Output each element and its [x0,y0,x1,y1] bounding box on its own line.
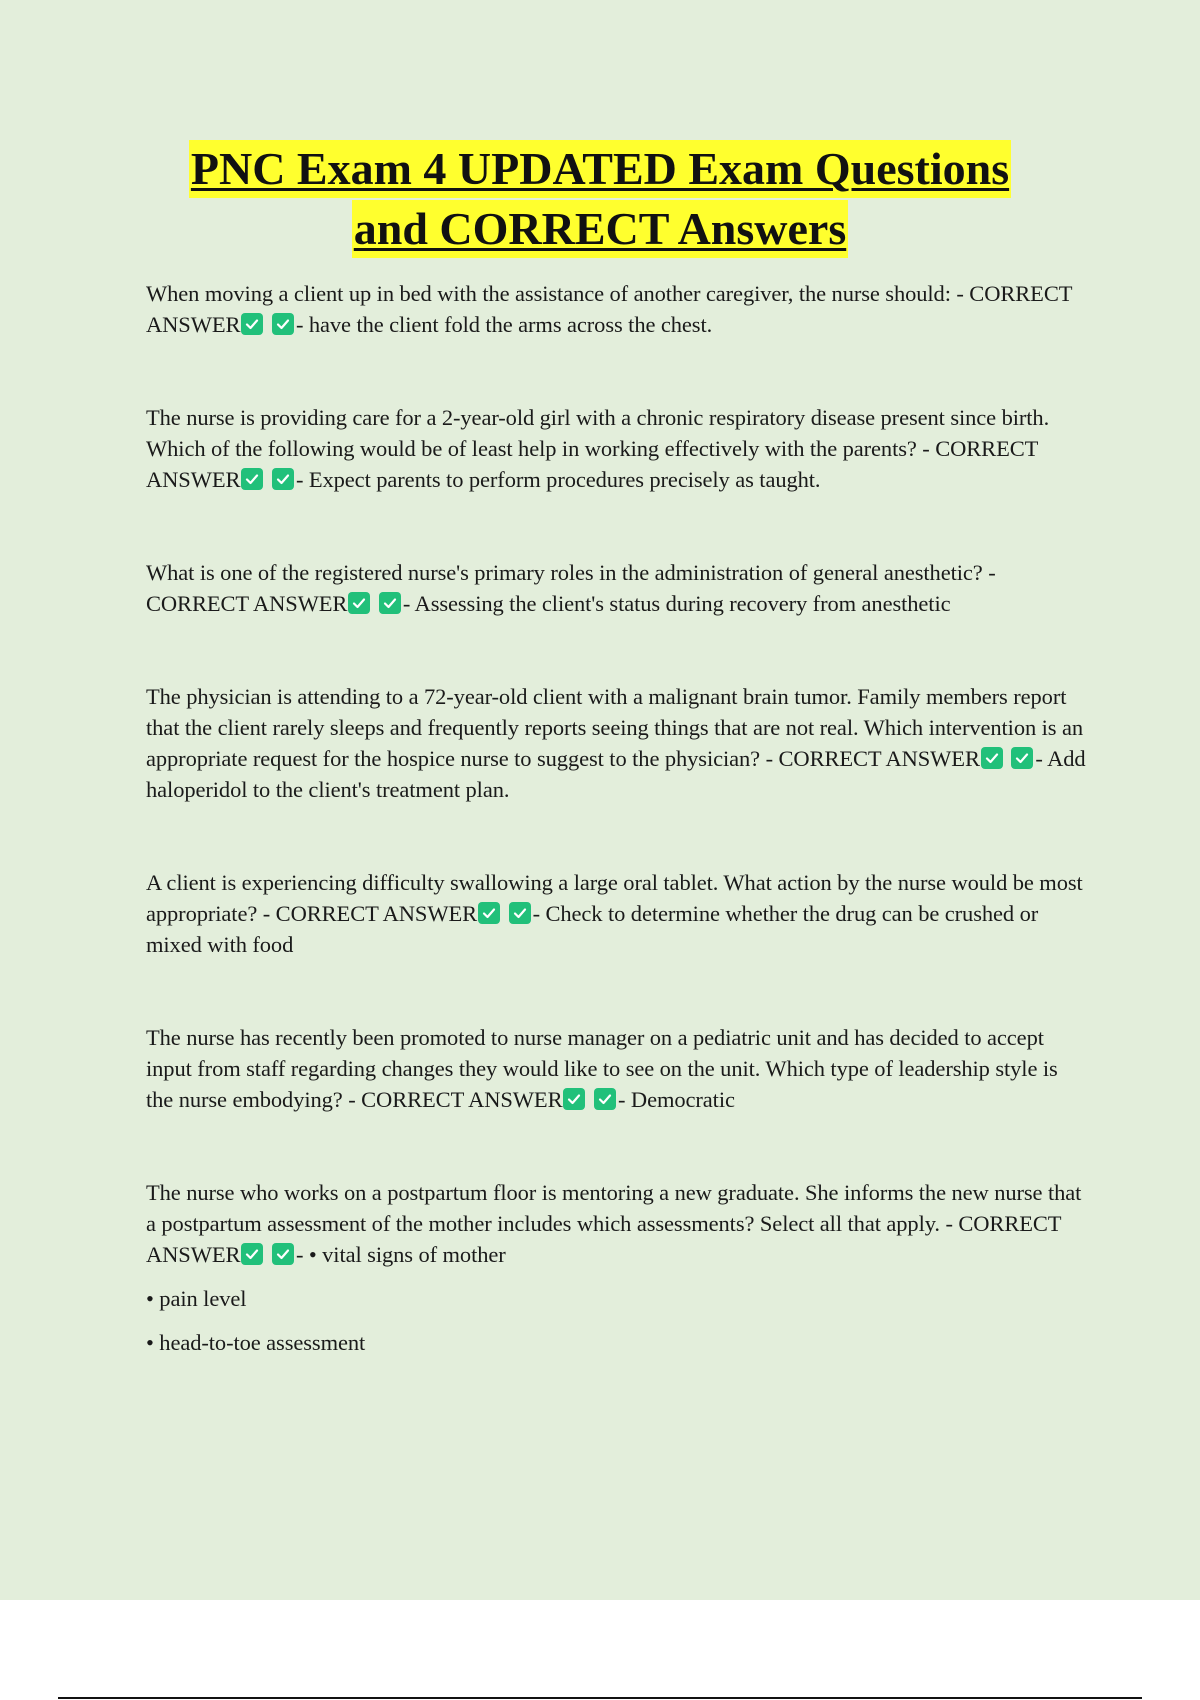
answer-text: - Check to determine whether the drug can be crushed or mixed with food [146,901,1039,957]
check-box-icon [272,468,294,490]
check-box-icon [1011,747,1033,769]
check-box-icon [478,902,500,924]
qa-item [146,1022,1086,1115]
check-box-icon [241,313,263,335]
check-box-icon [594,1088,616,1110]
title-line-1: PNC Exam 4 UPDATED Exam Questions [189,140,1011,198]
answer-text: - Democratic [618,1087,735,1112]
check-box-icon [272,313,294,335]
qa-item [146,278,1086,340]
answer-text: - Add haloperidol to the client's treatment plan. [146,746,1086,802]
qa-item [146,1177,1086,1358]
qa-item [146,681,1086,805]
question-text: What is one of the registered nurse's primary roles in the administration of general anesthetic? - CORRECT ANSWER [146,560,996,616]
question-text: The nurse who works on a postpartum floor is mentoring a new graduate. She informs the new nurse that a postpartum assessment of the mother includes which assessments? Select all that apply. - CORRECT ANSWER [146,1180,1082,1267]
check-box-icon [563,1088,585,1110]
check-box-icon [509,902,531,924]
qa-list [146,278,1086,1358]
qa-item [146,867,1086,960]
question-text: The nurse has recently been promoted to nurse manager on a pediatric unit and has decided to accept input from staff regarding changes they would like to see on the unit. Which type of leadership style is the nurse embodying? - CORRECT ANSWER [146,1025,1058,1112]
bullet-item: • pain level [146,1286,247,1311]
check-box-icon [981,747,1003,769]
qa-item [146,402,1086,495]
question-text: The physician is attending to a 72-year-old client with a malignant brain tumor. Family members report that the client rarely sleeps and frequently reports seeing things that are not real. Which intervention is an appropriate request for the hospice nurse to suggest to the physician? - CORRECT ANSWER [146,684,1084,771]
answer-text: - • vital signs of mother [295,1242,506,1267]
check-box-icon [272,1243,294,1265]
document-title [0,140,1200,258]
answer-text: - Expect parents to perform procedures precisely as taught. [295,467,821,492]
footer-divider [58,1697,1142,1699]
question-text: The nurse is providing care for a 2-year-old girl with a chronic respiratory disease present since birth. Which of the following would be of least help in working effectively with the parents? - CORRECT ANSWER [146,405,1050,492]
qa-item [146,557,1086,619]
check-box-icon [241,1243,263,1265]
question-text: A client is experiencing difficulty swallowing a large oral tablet. What action by the nurse would be most appropriate? - CORRECT ANSWER [146,870,1083,926]
check-box-icon [348,592,370,614]
check-box-icon [379,592,401,614]
check-box-icon [241,468,263,490]
answer-text: - have the client fold the arms across the chest. [295,312,713,337]
bullet-item: • head-to-toe assessment [146,1330,366,1355]
answer-text: - Assessing the client's status during recovery from anesthetic [402,591,951,616]
title-line-2: and CORRECT Answers [352,200,848,258]
question-text: When moving a client up in bed with the assistance of another caregiver, the nurse should: - CORRECT ANSWER [146,281,1072,337]
